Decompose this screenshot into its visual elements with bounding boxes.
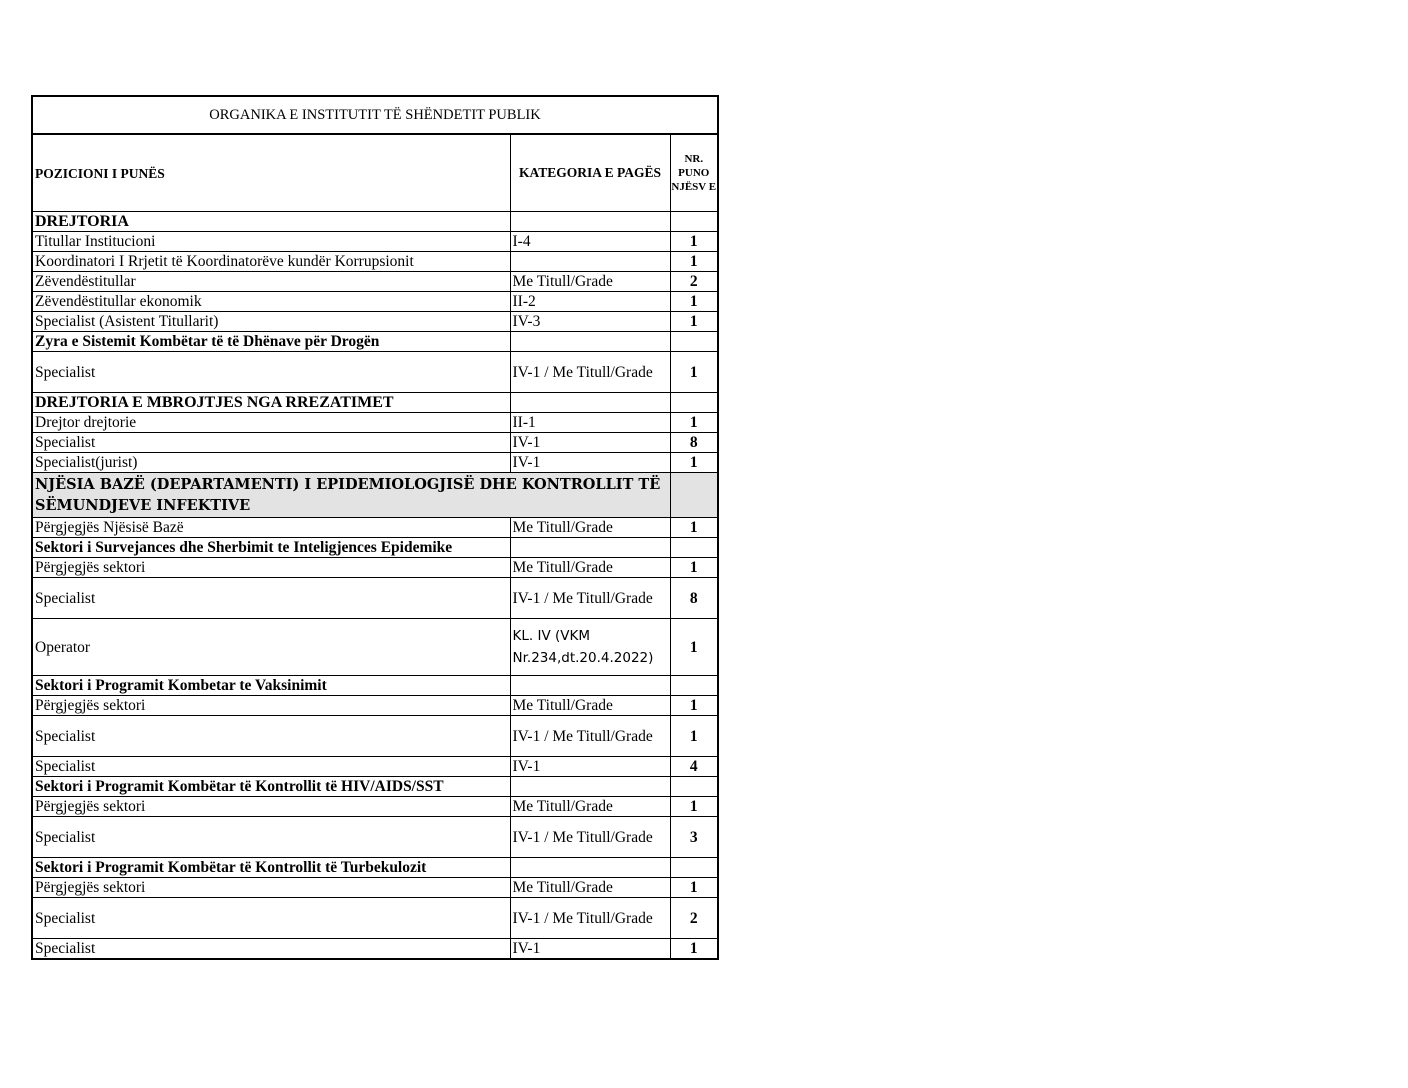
count-cell: 1 — [670, 878, 718, 898]
table-row — [32, 252, 718, 272]
category-cell: IV-1 / Me Titull/Grade — [510, 352, 670, 393]
count-cell: 4 — [670, 757, 718, 777]
count-cell — [670, 332, 718, 352]
category-cell — [510, 212, 670, 232]
category-cell — [510, 777, 670, 797]
count-cell — [670, 212, 718, 232]
position-cell: Përgjegjës sektori — [32, 558, 510, 578]
count-cell: 1 — [670, 696, 718, 716]
category-cell: IV-1 / Me Titull/Grade — [510, 578, 670, 619]
table-row — [32, 817, 718, 858]
position-cell: NJËSIA BAZË (DEPARTAMENTI) I EPIDEMIOLOGJISË DHE KONTROLLIT TË SËMUNDJEVE INFEKTIVE — [32, 473, 670, 518]
count-cell — [670, 393, 718, 413]
position-cell: Specialist — [32, 817, 510, 858]
position-cell: Zëvendëstitullar — [32, 272, 510, 292]
category-cell: Me Titull/Grade — [510, 518, 670, 538]
category-cell: Me Titull/Grade — [510, 696, 670, 716]
category-cell — [510, 332, 670, 352]
count-cell: 1 — [670, 312, 718, 332]
position-cell: Operator — [32, 619, 510, 676]
table-row — [32, 352, 718, 393]
position-cell: Specialist — [32, 433, 510, 453]
table-row — [32, 676, 718, 696]
table-row — [32, 578, 718, 619]
table-title: ORGANIKA E INSTITUTIT TË SHËNDETIT PUBLIK — [32, 96, 718, 134]
count-cell: 8 — [670, 578, 718, 619]
count-cell: 1 — [670, 619, 718, 676]
table-row — [32, 393, 718, 413]
table-row — [32, 619, 718, 676]
count-cell: 1 — [670, 352, 718, 393]
table-row — [32, 312, 718, 332]
table-row — [32, 332, 718, 352]
position-cell: Specialist — [32, 578, 510, 619]
position-cell: DREJTORIA E MBROJTJES NGA RREZATIMET — [32, 393, 510, 413]
count-cell — [670, 858, 718, 878]
position-cell: DREJTORIA — [32, 212, 510, 232]
count-cell: 1 — [670, 939, 718, 960]
table-row — [32, 558, 718, 578]
category-cell — [510, 538, 670, 558]
position-cell: Sektori i Programit Kombëtar të Kontrollit të HIV/AIDS/SST — [32, 777, 510, 797]
position-cell: Drejtor drejtorie — [32, 413, 510, 433]
category-cell — [510, 676, 670, 696]
category-cell: KL. IV (VKM Nr.234,dt.20.4.2022) — [510, 619, 670, 676]
position-cell: Specialist — [32, 757, 510, 777]
position-cell: Specialist — [32, 716, 510, 757]
position-cell: Specialist — [32, 939, 510, 960]
count-cell: 1 — [670, 252, 718, 272]
table-row — [32, 538, 718, 558]
count-cell: 1 — [670, 292, 718, 312]
table-row — [32, 473, 718, 518]
count-cell — [670, 676, 718, 696]
table-row — [32, 232, 718, 252]
table-row — [32, 898, 718, 939]
category-cell: IV-1 / Me Titull/Grade — [510, 817, 670, 858]
table-row — [32, 518, 718, 538]
category-cell: II-2 — [510, 292, 670, 312]
category-cell: II-1 — [510, 413, 670, 433]
table-row — [32, 212, 718, 232]
staffing-table — [31, 95, 719, 960]
category-cell: IV-1 / Me Titull/Grade — [510, 898, 670, 939]
position-cell: Specialist — [32, 352, 510, 393]
count-cell — [670, 473, 718, 518]
count-cell: 1 — [670, 797, 718, 817]
position-cell: Zëvendëstitullar ekonomik — [32, 292, 510, 312]
table-row — [32, 939, 718, 960]
table-row — [32, 292, 718, 312]
table-row — [32, 433, 718, 453]
count-cell: 1 — [670, 716, 718, 757]
position-cell: Përgjegjës sektori — [32, 696, 510, 716]
position-cell: Sektori i Programit Kombëtar të Kontrollit të Turbekulozit — [32, 858, 510, 878]
table-body — [32, 212, 718, 960]
header-position: POZICIONI I PUNËS — [32, 134, 510, 212]
position-cell: Specialist — [32, 898, 510, 939]
table-row — [32, 453, 718, 473]
category-cell: Me Titull/Grade — [510, 558, 670, 578]
position-cell: Zyra e Sistemit Kombëtar të të Dhënave për Drogën — [32, 332, 510, 352]
table-row — [32, 797, 718, 817]
position-cell: Specialist (Asistent Titullarit) — [32, 312, 510, 332]
position-cell: Sektori i Programit Kombetar te Vaksinimit — [32, 676, 510, 696]
table-row — [32, 757, 718, 777]
category-cell: IV-3 — [510, 312, 670, 332]
count-cell: 8 — [670, 433, 718, 453]
category-cell — [510, 858, 670, 878]
category-cell: IV-1 — [510, 453, 670, 473]
count-cell: 1 — [670, 558, 718, 578]
position-cell: Përgjegjës sektori — [32, 797, 510, 817]
count-cell: 1 — [670, 232, 718, 252]
count-cell: 2 — [670, 272, 718, 292]
table-row — [32, 272, 718, 292]
count-cell — [670, 538, 718, 558]
position-cell: Sektori i Survejances dhe Sherbimit te Inteligjences Epidemike — [32, 538, 510, 558]
table-row — [32, 696, 718, 716]
count-cell: 1 — [670, 453, 718, 473]
table-row — [32, 716, 718, 757]
count-cell: 1 — [670, 518, 718, 538]
table-row — [32, 858, 718, 878]
position-cell: Titullar Institucioni — [32, 232, 510, 252]
position-cell: Përgjegjës sektori — [32, 878, 510, 898]
position-cell: Specialist(jurist) — [32, 453, 510, 473]
count-cell: 1 — [670, 413, 718, 433]
header-count: NR. PUNO NJËSV E — [670, 134, 718, 212]
category-cell: IV-1 / Me Titull/Grade — [510, 716, 670, 757]
category-cell: Me Titull/Grade — [510, 797, 670, 817]
category-cell: IV-1 — [510, 939, 670, 960]
category-cell — [510, 393, 670, 413]
table-row — [32, 878, 718, 898]
category-cell: Me Titull/Grade — [510, 878, 670, 898]
category-cell: IV-1 — [510, 757, 670, 777]
count-cell — [670, 777, 718, 797]
count-cell: 2 — [670, 898, 718, 939]
position-cell: Koordinatori I Rrjetit të Koordinatorëve kundër Korrupsionit — [32, 252, 510, 272]
position-cell: Përgjegjës Njësisë Bazë — [32, 518, 510, 538]
category-cell: Me Titull/Grade — [510, 272, 670, 292]
table-row — [32, 413, 718, 433]
category-cell: I-4 — [510, 232, 670, 252]
table-row — [32, 777, 718, 797]
category-cell: IV-1 — [510, 433, 670, 453]
category-cell — [510, 252, 670, 272]
header-category: KATEGORIA E PAGËS — [510, 134, 670, 212]
count-cell: 3 — [670, 817, 718, 858]
organization-document — [31, 95, 717, 960]
